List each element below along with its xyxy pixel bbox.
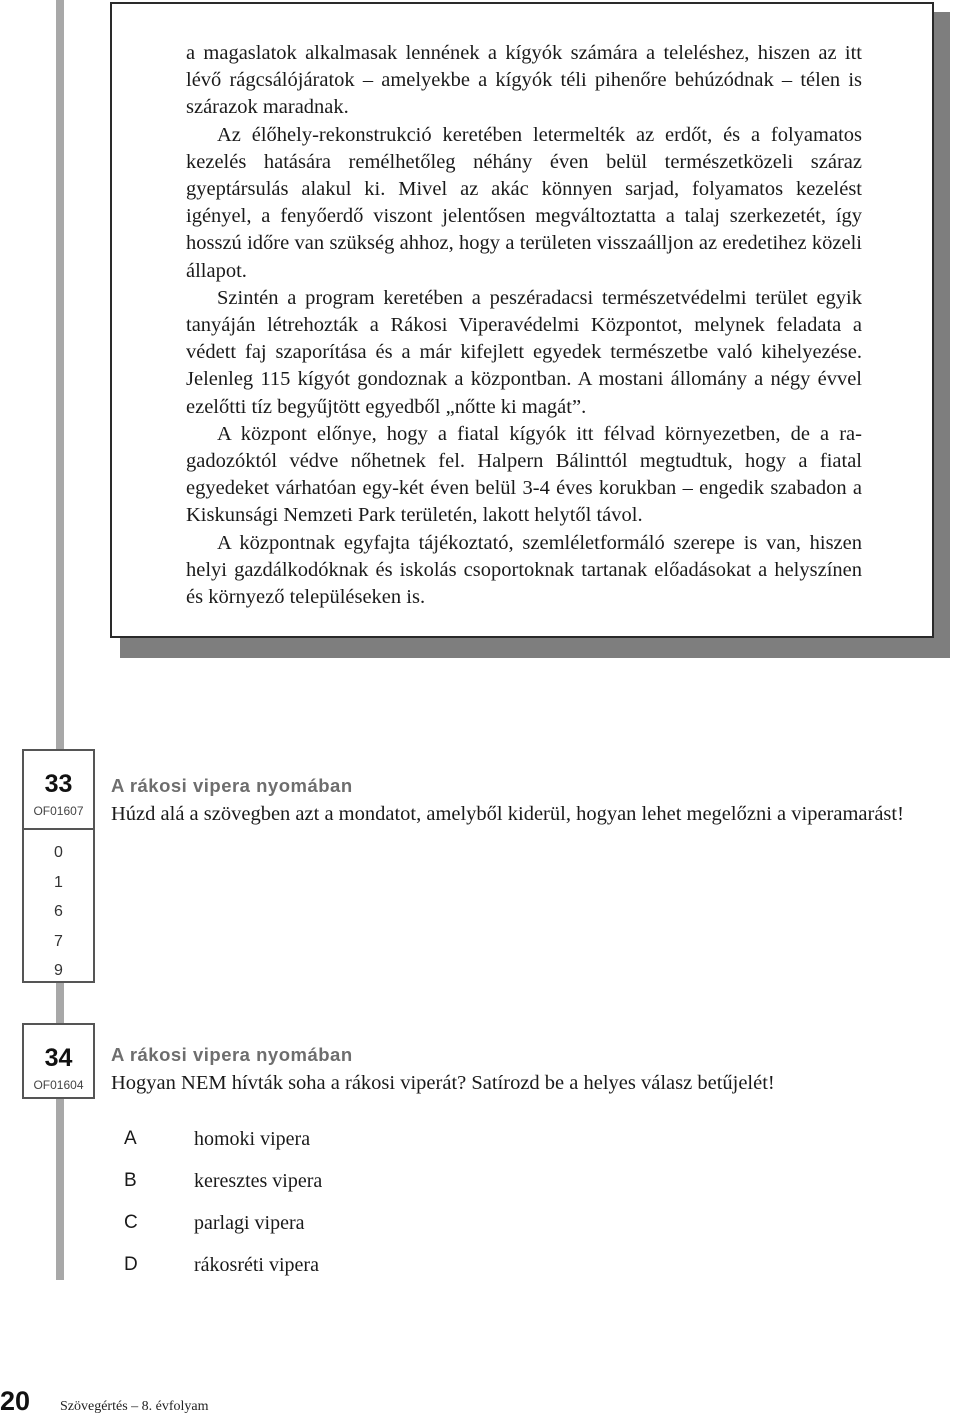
score-code: 6 (54, 903, 63, 921)
passage-text (186, 40, 862, 611)
option-letter: C (124, 1212, 138, 1233)
task-code: OF01607 (33, 804, 84, 818)
task-number: 33 (44, 770, 73, 798)
task-34-title: A rákosi vipera nyomában (111, 1044, 353, 1065)
score-code: 1 (54, 873, 63, 891)
score-code: 9 (54, 962, 63, 980)
option-letter: D (124, 1254, 138, 1275)
option-text: homoki vipera (194, 1127, 311, 1150)
task-33-title: A rákosi vipera nyomában (111, 775, 353, 796)
option-letter: A (124, 1128, 137, 1149)
task-34-header (24, 1025, 93, 1097)
page-number: 20 (0, 1386, 31, 1416)
task-number: 34 (44, 1044, 73, 1072)
score-code: 0 (54, 844, 63, 861)
task-34-instruction: Hogyan NEM hívták soha a rákosi viperát? Satírozd be a helyes válasz betűjelét! (111, 1072, 775, 1094)
passage-paragraph: Szintén a program keretében a peszéradacsi természetvédelmi terület egyik tanyáján létrehozták a Rákosi Viperavédelmi Központot, melynek feladata a védett faj szaporítása és a már kifejlett egyedek természetbe való kihelyezése. Jelenleg 115 kígyót gondoznak a központban. A mostani állomány a négy évvel ezelőtti tíz begyűjtött egyedből „nőtte ki magát”. (186, 286, 862, 418)
passage-paragraph: a magaslatok alkalmasak lennének a kígyók számára a teleléshez, hiszen az itt lévő rágcsálójáratok – amelyekbe a kígyók téli pihenőre behúzódnak – télen is szárazok maradnak. (186, 42, 862, 119)
score-code: 7 (54, 932, 63, 950)
answer-option-a[interactable] (124, 1118, 322, 1160)
task-33-instruction: Húzd alá a szövegben azt a mondatot, amelyből kiderül, hogyan lehet megelőzni a viperamarást! (111, 803, 904, 825)
footer-text: Szövegértés – 8. évfolyam (60, 1399, 209, 1414)
answer-option-c[interactable] (124, 1202, 322, 1244)
task-34-box (22, 1023, 95, 1099)
option-text: parlagi vipera (194, 1211, 305, 1234)
task-33-box (22, 749, 95, 983)
option-letter: B (124, 1170, 137, 1191)
task-code: OF01604 (33, 1078, 84, 1092)
option-text: keresztes vipera (194, 1169, 323, 1192)
option-text: rákosréti vipera (194, 1253, 319, 1276)
answer-option-b[interactable] (124, 1160, 322, 1202)
passage-paragraph: A központ előnye, hogy a fiatal kígyók itt félvad környezetben, de a ragadozóktól védve nőhetnek fel. Halpern Bálinttól megtudtuk, hogy a fiatal egyedeket várhatóan egy-két éven belül 3-4 éves korukban – engedik szabadon a Kiskunsági Nemzeti Park területén, lakott helytől távol. (186, 422, 862, 527)
score-codes (24, 830, 93, 986)
answer-options (124, 1118, 322, 1286)
passage-paragraph: A központnak egyfajta tájékoztató, szemléletformáló szerepe is van, hiszen helyi gazdálkodóknak és iskolás csoportoknak tartanak előadásokat a helyszínen és környező településeken is. (186, 531, 862, 609)
passage-paragraph: Az élőhely-rekonstrukció keretében letermelték az erdőt, és a folyamatos kezelés hatására remélhetőleg néhány éven belül természetközeli száraz gyeptársulás alakul ki. Mivel az akác könnyen sarjad, folyamatos kezelést igényel, a fenyőerdő viszont jelentősen megváltoztatta a talaj szerkezetét, így hosszú időre van szükség ahhoz, hogy a területen visszaálljon az eredetihez közeli állapot. (186, 123, 862, 282)
answer-option-d[interactable] (124, 1244, 322, 1286)
task-33-header (24, 751, 93, 830)
